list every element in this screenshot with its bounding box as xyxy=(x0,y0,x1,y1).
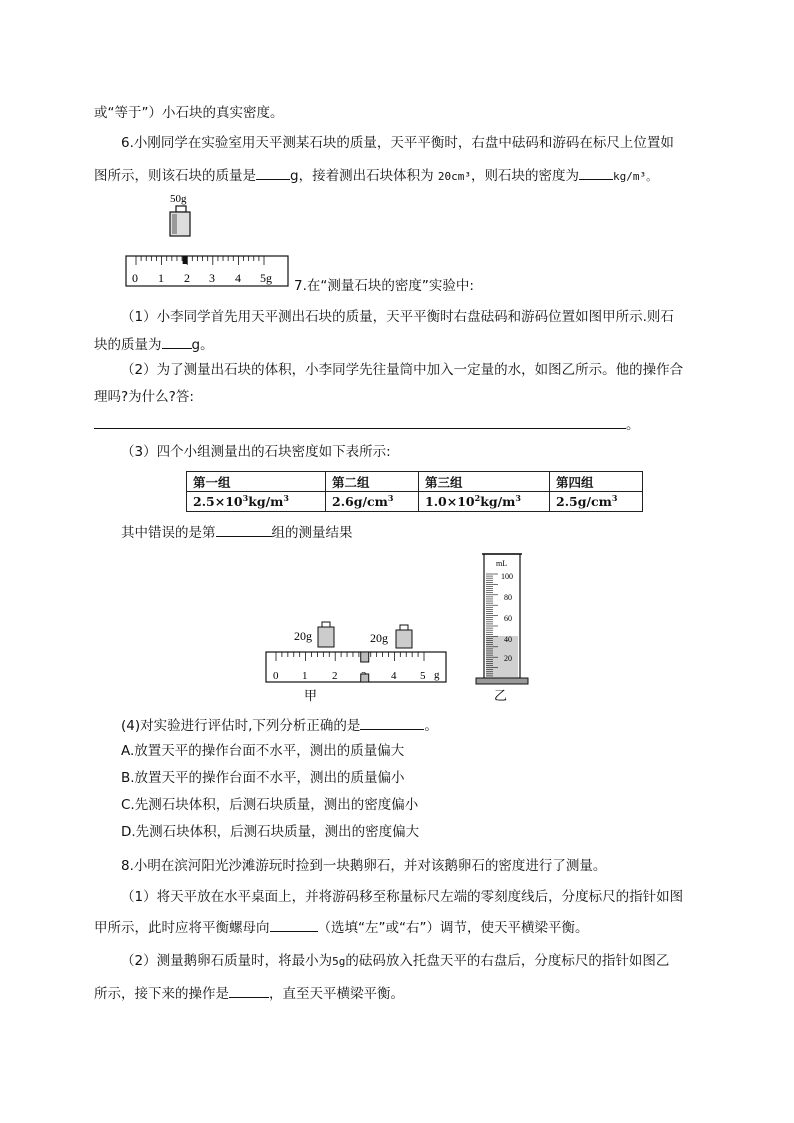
q7-text: 。 xyxy=(424,718,438,734)
q8-text: 所示，接下来的操作是 xyxy=(94,986,229,1002)
q8-text: 的砝码放入托盘天平的右盘后，分度标尺的指针如图乙 xyxy=(345,953,670,969)
fig6-tick-label: 3 xyxy=(209,271,215,285)
q7-text: g。 xyxy=(191,337,214,353)
cylinder-tick-label: 80 xyxy=(504,593,512,602)
table-cell: $2.6g/cm^3$ xyxy=(326,492,419,512)
cylinder-tick-label: 100 xyxy=(501,572,513,581)
fig6-rider xyxy=(183,256,188,264)
cylinder-tick-label: 40 xyxy=(504,635,512,644)
cylinder-tick-label: 20 xyxy=(504,654,512,663)
q6-unit: kg/m³。 xyxy=(613,170,658,183)
fig7-figure xyxy=(260,548,540,708)
fig6-tick-label: 4 xyxy=(235,271,241,285)
q7-part1-line1: （1）小李同学首先用天平测出石块的质量，天平平衡时右盘砝码和游码位置如图甲所示.则石 xyxy=(121,309,674,325)
q8-mass: 5g xyxy=(332,955,346,968)
q8-text: ，直至天平横梁平衡。 xyxy=(269,986,404,1002)
q8-part2-line1 xyxy=(121,951,669,972)
fig7-weight-icon xyxy=(318,622,334,647)
density-table xyxy=(186,471,643,512)
q7-part2-line1: （2）为了测量出石块的体积，小李同学先往量筒中加入一定量的水，如图乙所示。他的操作合 xyxy=(121,362,684,378)
fig6-tick-label: 5g xyxy=(260,271,272,285)
q6-volume: 20cm³ xyxy=(437,170,471,183)
q7-text: 。 xyxy=(626,417,640,433)
fig7-ruler xyxy=(266,652,446,682)
table-cell: $1.0\times 10^2kg/m^3$ xyxy=(419,492,550,512)
q6-line1: 6.小刚同学在实验室用天平测某石块的质量，天平平衡时，右盘中砝码和游码在标尺上位置如 xyxy=(121,135,674,151)
q6-line2 xyxy=(94,165,657,187)
q7-heading: 7.在“测量石块的密度”实验中: xyxy=(294,278,474,294)
fig7-rider-lower xyxy=(361,674,369,682)
fig7-weight-icon xyxy=(396,625,412,648)
fig7-tick-label: 0 xyxy=(273,670,279,682)
fig6-tick-label: 1 xyxy=(158,271,164,285)
q7-group-blank[interactable] xyxy=(216,522,272,537)
fig6-weight-label: 50g xyxy=(170,193,187,205)
fig7-tick-label: 1 xyxy=(302,670,308,682)
q7-mass-blank[interactable] xyxy=(162,334,192,349)
option-b: B.放置天平的操作台面不水平，测出的质量偏小 xyxy=(121,770,405,786)
cylinder-unit: mL xyxy=(496,559,508,568)
table-header-cell: 第一组 xyxy=(187,472,326,492)
q8-part2-line2 xyxy=(94,983,404,1004)
q8-text: 甲所示，此时应将平衡螺母向 xyxy=(94,920,270,936)
table-cell: $2.5g/cm^3$ xyxy=(550,492,643,512)
q6-density-blank[interactable] xyxy=(579,165,613,180)
fig7-tick-label: 5 xyxy=(420,670,426,682)
fig6-balance-scale xyxy=(120,190,300,290)
fig7-rider xyxy=(361,652,369,662)
q7-text: 其中错误的是第 xyxy=(121,525,216,541)
q8-part1-line2 xyxy=(94,917,588,938)
table-header-cell: 第四组 xyxy=(550,472,643,492)
q7-part2-line2: 理吗?为什么?答: xyxy=(94,389,194,405)
fig7-tick-label: 4 xyxy=(391,670,397,682)
table-header-row xyxy=(187,472,643,492)
table-row xyxy=(187,492,643,512)
fig6-tick-label: 0 xyxy=(132,271,138,285)
prev-question-tail: 或“等于”）小石块的真实密度。 xyxy=(94,105,284,121)
fig7-unit: g xyxy=(434,669,440,681)
q8-part1-line1: （1）将天平放在水平桌面上，并将游码移至称量标尺左端的零刻度线后，分度标尺的指针如图 xyxy=(121,889,684,905)
q8-text: （2）测量鹅卵石质量时，将最小为 xyxy=(121,953,333,969)
cylinder-tick-label: 60 xyxy=(504,614,512,623)
q8-text: （选填“左”或“右”）调节，使天平横梁平衡。 xyxy=(317,920,589,936)
option-c: C.先测石块体积，后测石块质量，测出的密度偏小 xyxy=(121,797,419,813)
fig7-tick-label: 2 xyxy=(332,670,338,682)
q6-mass-blank[interactable] xyxy=(256,165,290,180)
q7-choice-blank[interactable] xyxy=(360,715,424,730)
table-header-cell: 第二组 xyxy=(326,472,419,492)
q7-text: 块的质量为 xyxy=(94,337,162,353)
q8-heading: 8.小明在滨河阳光沙滩游玩时捡到一块鹅卵石，并对该鹅卵石的密度进行了测量。 xyxy=(121,858,607,874)
fig7-label-yi: 乙 xyxy=(494,688,508,703)
option-a: A.放置天平的操作台面不水平，测出的质量偏大 xyxy=(121,743,405,759)
option-d: D.先测石块体积，后测石块质量，测出的密度偏大 xyxy=(121,824,420,840)
table-cell: $2.5\times 10^3kg/m^3$ xyxy=(187,492,326,512)
q7-part1-line2 xyxy=(94,334,214,355)
q6-text: g，接着测出石块体积为 xyxy=(290,168,434,184)
q7-answer-blank[interactable] xyxy=(94,414,626,429)
q6-text: ，则石块的密度为 xyxy=(471,168,579,184)
fig6-weight-icon xyxy=(170,206,190,236)
table-header-cell: 第三组 xyxy=(419,472,550,492)
q7-text: (4)对实验进行评估时,下列分析正确的是 xyxy=(121,718,361,734)
q7-part3-line: （3）四个小组测量出的石块密度如下表所示: xyxy=(121,444,391,460)
fig7-weight-label: 20g xyxy=(294,629,312,643)
fig7-label-jia: 甲 xyxy=(304,688,318,703)
q7-part4 xyxy=(121,715,438,736)
fig7-weight-label: 20g xyxy=(370,631,388,645)
q8-operation-blank[interactable] xyxy=(229,983,269,998)
q7-part3-answer xyxy=(121,522,353,543)
q8-direction-blank[interactable] xyxy=(270,917,318,932)
q7-part2-answer-line xyxy=(94,414,640,435)
q6-text: 图所示，则该石块的质量是 xyxy=(94,168,256,184)
fig6-tick-label: 2 xyxy=(184,271,190,285)
q7-text: 组的测量结果 xyxy=(271,525,353,541)
